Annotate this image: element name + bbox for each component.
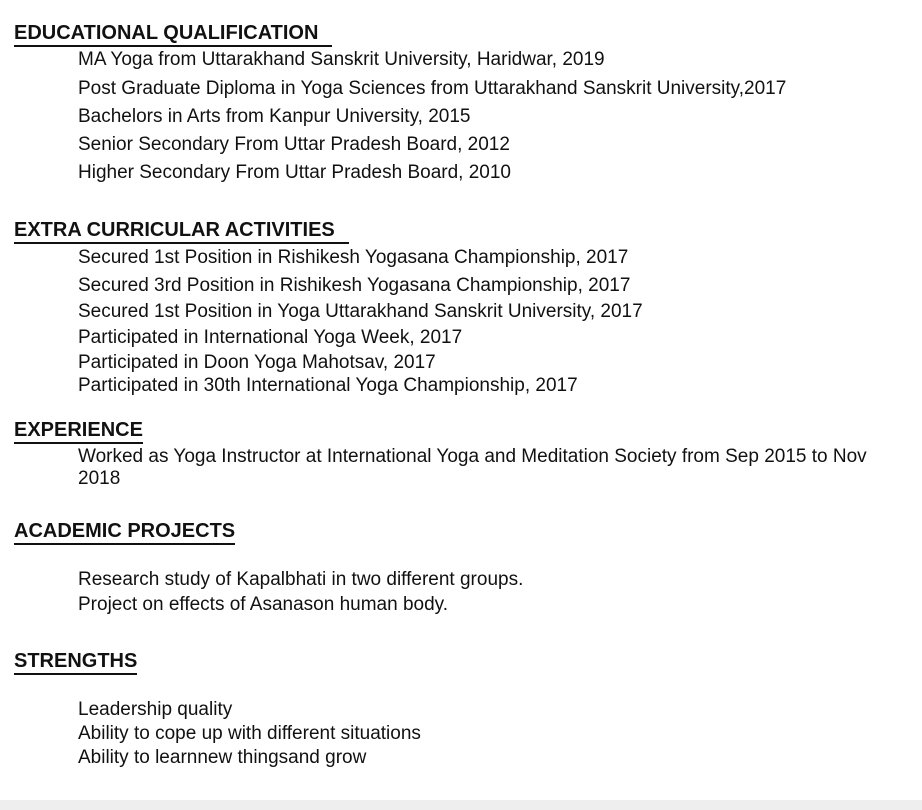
education-item-1: MA Yoga from Uttarakhand Sanskrit University, Haridwar, 2019 <box>78 49 605 70</box>
projects-item-1: Research study of Kapalbhati in two different groups. <box>78 569 524 590</box>
extracurricular-section <box>14 219 914 244</box>
strengths-heading: STRENGTHS <box>14 650 137 675</box>
strengths-item-1: Leadership quality <box>78 699 233 720</box>
experience-heading: EXPERIENCE <box>14 419 143 444</box>
projects-item-2: Project on effects of Asanason human body. <box>78 594 449 615</box>
extracurricular-item-5: Participated in Doon Yoga Mahotsav, 2017 <box>78 352 436 373</box>
strengths-item-3: Ability to learnnew thingsand grow <box>78 747 367 768</box>
experience-item-1: Worked as Yoga Instructor at International Yoga and Meditation Society from Sep 2015 to Nov 2018 <box>78 446 867 489</box>
education-item-4: Senior Secondary From Uttar Pradesh Board, 2012 <box>78 134 510 155</box>
extracurricular-item-3: Secured 1st Position in Yoga Uttarakhand Sanskrit University, 2017 <box>78 301 643 322</box>
strengths-section <box>14 650 914 675</box>
experience-section <box>14 419 914 444</box>
projects-section <box>14 520 914 545</box>
education-section <box>14 22 914 47</box>
extracurricular-item-2: Secured 3rd Position in Rishikesh Yogasana Championship, 2017 <box>78 275 631 296</box>
education-item-5: Higher Secondary From Uttar Pradesh Board, 2010 <box>78 162 511 183</box>
extracurricular-item-1: Secured 1st Position in Rishikesh Yogasana Championship, 2017 <box>78 247 629 268</box>
education-heading: EDUCATIONAL QUALIFICATION <box>14 22 332 47</box>
bottom-edge <box>0 800 922 810</box>
extracurricular-item-4: Participated in International Yoga Week, 2017 <box>78 327 463 348</box>
extracurricular-heading: EXTRA CURRICULAR ACTIVITIES <box>14 219 349 244</box>
strengths-item-2: Ability to cope up with different situations <box>78 723 421 744</box>
education-item-2: Post Graduate Diploma in Yoga Sciences from Uttarakhand Sanskrit University,2017 <box>78 78 787 99</box>
extracurricular-item-6: Participated in 30th International Yoga Championship, 2017 <box>78 375 578 396</box>
projects-heading: ACADEMIC PROJECTS <box>14 520 235 545</box>
education-item-3: Bachelors in Arts from Kanpur University, 2015 <box>78 106 471 127</box>
